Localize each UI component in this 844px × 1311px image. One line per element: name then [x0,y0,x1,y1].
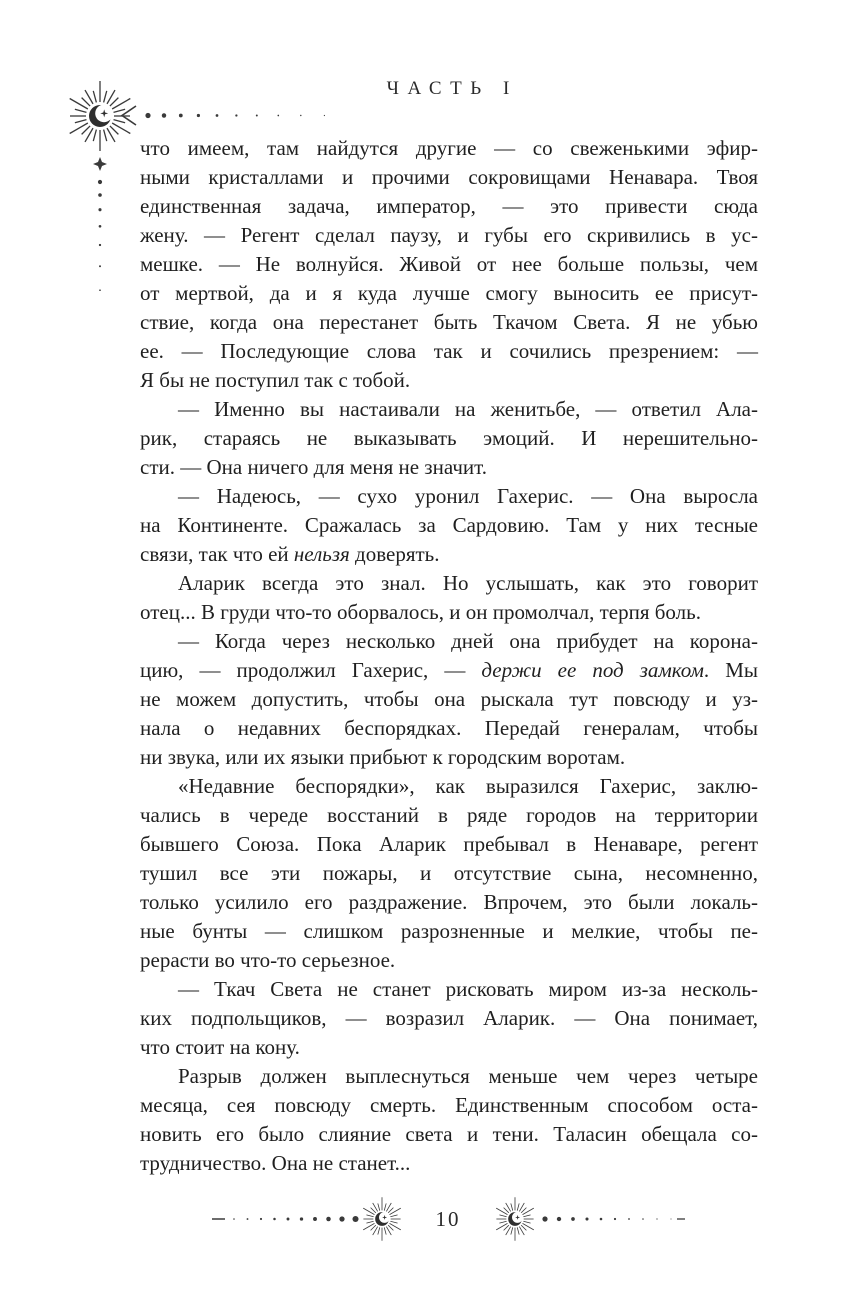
text-line: месяца, сея повсюду смерть. Единственным способом оста- [140,1093,758,1117]
paragraph [140,134,758,395]
text-line: рик, стараясь не выказывать эмоций. И нерешительно- [140,426,758,450]
dotted-trail-vertical [98,180,102,298]
text-line: бывшего Союза. Пока Аларик пребывал в Ненаваре, регент [140,832,758,856]
part-title: ЧАСТЬ I [386,78,518,99]
paragraph [140,627,758,772]
paragraph [140,1062,758,1178]
text-line: только усилило его раздражение. Впрочем, это были локаль- [140,890,758,914]
text-line: сти. — Она ничего для меня не значит. [140,455,487,479]
text-line: не можем допустить, чтобы она рыскала тут повсюду и уз- [140,687,758,711]
text-line: ные бунты — слишком разрозненные и мелкие, чтобы пе- [140,919,758,943]
text-line: ких подпольщиков, — возразил Аларик. — Она понимает, [140,1006,758,1030]
text-line: чались в череде восстаний в ряде городов на территории [140,803,758,827]
text-line: рерасти во что-то серьезное. [140,948,396,972]
text-line: — Ткач Света не станет рисковать миром из-за несколь- [178,977,758,1001]
paragraph [140,482,758,569]
text-line: ее. — Последующие слова так и сочились презрением: — [140,339,758,363]
footer-ornament-left-icon [210,1196,410,1242]
page-number: 10 [435,1206,461,1231]
text-line: Я бы не поступил так с тобой. [140,368,411,392]
text-line: тушил все эти пожары, и отсутствие сына, несомненно, [140,861,758,885]
text-line: ни звука, или их языки прибьют к городским воротам. [140,745,626,769]
dotted-trail-horizontal [542,1216,671,1221]
paragraph [140,395,758,482]
text-line: ствие, когда она перестанет быть Ткачом Света. Я не убью [140,310,758,334]
text-line: единственная задача, император, — это привести сюда [140,194,758,218]
text-line: на Континенте. Сражалась за Сардовию. Там у них тесные [140,513,758,537]
text-line: что стоит на кону. [140,1035,300,1059]
text-line: мешке. — Не волнуйся. Живой от нее больше пользы, чем [140,252,758,276]
text-line: — Когда через несколько дней она прибудет на корона- [178,629,758,653]
text-line: жену. — Регент сделал паузу, и губы его скривились в ус- [140,223,758,247]
text-line: Аларик всегда это знал. Но услышать, как это говорит [178,571,758,595]
paragraph [140,975,758,1062]
text-line: цию, — продолжил Гахерис, — держи ее под замком. Мы [140,658,758,682]
text-line: нала о недавних беспорядках. Передай генералам, чтобы [140,716,758,740]
text-line: отец... В груди что-то оборвалось, и он промолчал, терпя боль. [140,600,701,624]
body-text [140,134,758,1178]
text-line: Разрыв должен выплеснуться меньше чем через четыре [178,1064,758,1088]
text-line: ными кристаллами и прочими сокровищами Ненавара. Твоя [140,165,758,189]
dotted-trail-horizontal [145,113,325,118]
page-footer [140,1196,756,1242]
text-line: что имеем, там найдутся другие — со свеженькими эфир- [140,136,758,160]
text-line: — Именно вы настаивали на женитьбе, — ответил Ала- [178,397,758,421]
text-line: связи, так что ей нельзя доверять. [140,542,440,566]
text-line: новить его было слияние света и тени. Таласин обещала со- [140,1122,758,1146]
text-line: «Недавние беспорядки», как выразился Гахерис, заклю- [178,774,758,798]
four-point-star-icon [93,157,107,171]
text-line: от мертвой, да и я куда лучше смогу выносить ее присут- [140,281,758,305]
paragraph [140,569,758,627]
footer-ornament-right-icon [487,1196,687,1242]
text-line: — Надеюсь, — сухо уронил Гахерис. — Она выросла [178,484,758,508]
paragraph [140,772,758,975]
text-line: трудничество. Она не станет... [140,1151,411,1175]
dotted-trail-horizontal [233,1216,358,1222]
